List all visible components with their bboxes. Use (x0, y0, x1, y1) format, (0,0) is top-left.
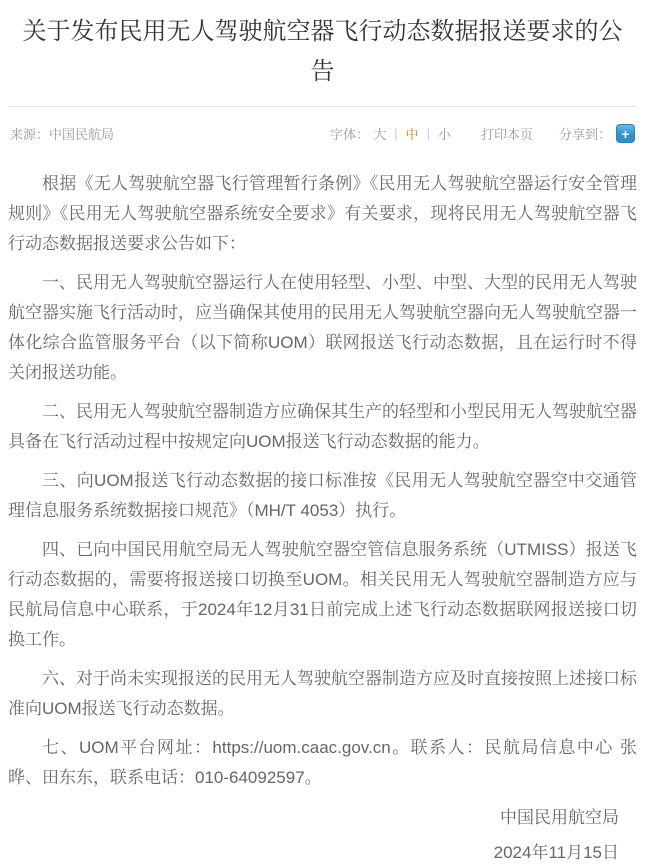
toolbar-actions (330, 124, 635, 143)
font-size-label: 字体： (330, 127, 370, 142)
source-label: 来源： (10, 127, 50, 142)
paragraph-item-1: 一、民用无人驾驶航空器运行人在使用轻型、小型、中型、大型的民用无人驾驶航空器实施飞行活动时，应当确保其使用的民用无人驾驶航空器向无人驾驶航空器一体化综合监管服务平台（以下简称UOM）联网报送飞行动态数据，且在运行时不得关闭报送功能。 (8, 273, 637, 382)
paragraph-intro: 根据《无人驾驶航空器飞行管理暂行条例》《民用无人驾驶航空器运行安全管理规则》《民用无人驾驶航空器系统安全要求》有关要求，现将民用无人驾驶航空器飞行动态数据报送要求公告如下： (8, 174, 637, 253)
signature-block (8, 803, 637, 868)
paragraph-item-7: 七、UOM平台网址：https://uom.caac.gov.cn。联系人：民航局信息中心 张晔、田东东，联系电话：010-64092597。 (8, 738, 637, 787)
share-label: 分享到： (558, 127, 611, 142)
paragraph-item-4: 四、已向中国民用航空局无人驾驶航空器空管信息服务系统（UTMISS）报送飞行动态数据的，需要将报送接口切换至UOM。相关民用无人驾驶航空器制造方应与民航局信息中心联系，于2024年12月31日前完成上述飞行动态数据联网报送接口切换工作。 (8, 540, 637, 649)
font-size-large-button[interactable]: 大 (373, 127, 387, 142)
source-value: 中国民航局 (49, 127, 115, 142)
share-group (559, 124, 635, 143)
paragraph-item-2: 二、民用无人驾驶航空器制造方应确保其生产的轻型和小型民用无人驾驶航空器具备在飞行活动过程中按规定向UOM报送飞行动态数据的能力。 (8, 402, 637, 451)
share-plus-icon[interactable]: + (616, 124, 635, 143)
announcement-page (0, 12, 645, 868)
meta-toolbar (8, 107, 637, 143)
separator: | (426, 126, 430, 141)
article-body (8, 169, 637, 793)
issue-date: 2024年11月15日 (493, 843, 619, 862)
page-title: 关于发布民用无人驾驶航空器飞行动态数据报送要求的公告 (22, 18, 623, 85)
print-page-button[interactable]: 打印本页 (480, 127, 533, 142)
font-size-small-button[interactable]: 小 (437, 127, 451, 142)
font-size-medium-button[interactable]: 中 (405, 127, 419, 142)
font-size-switcher (330, 124, 455, 143)
separator: | (394, 126, 398, 141)
paragraph-item-6: 六、对于尚未实现报送的民用无人驾驶航空器制造方应及时直接按照上述接口标准向UOM报送飞行动态数据。 (8, 669, 637, 718)
issuing-authority: 中国民用航空局 (500, 808, 619, 827)
paragraph-item-3: 三、向UOM报送飞行动态数据的接口标准按《民用无人驾驶航空器空中交通管理信息服务系统数据接口规范》（MH/T 4053）执行。 (8, 471, 637, 520)
source-line (10, 124, 114, 143)
